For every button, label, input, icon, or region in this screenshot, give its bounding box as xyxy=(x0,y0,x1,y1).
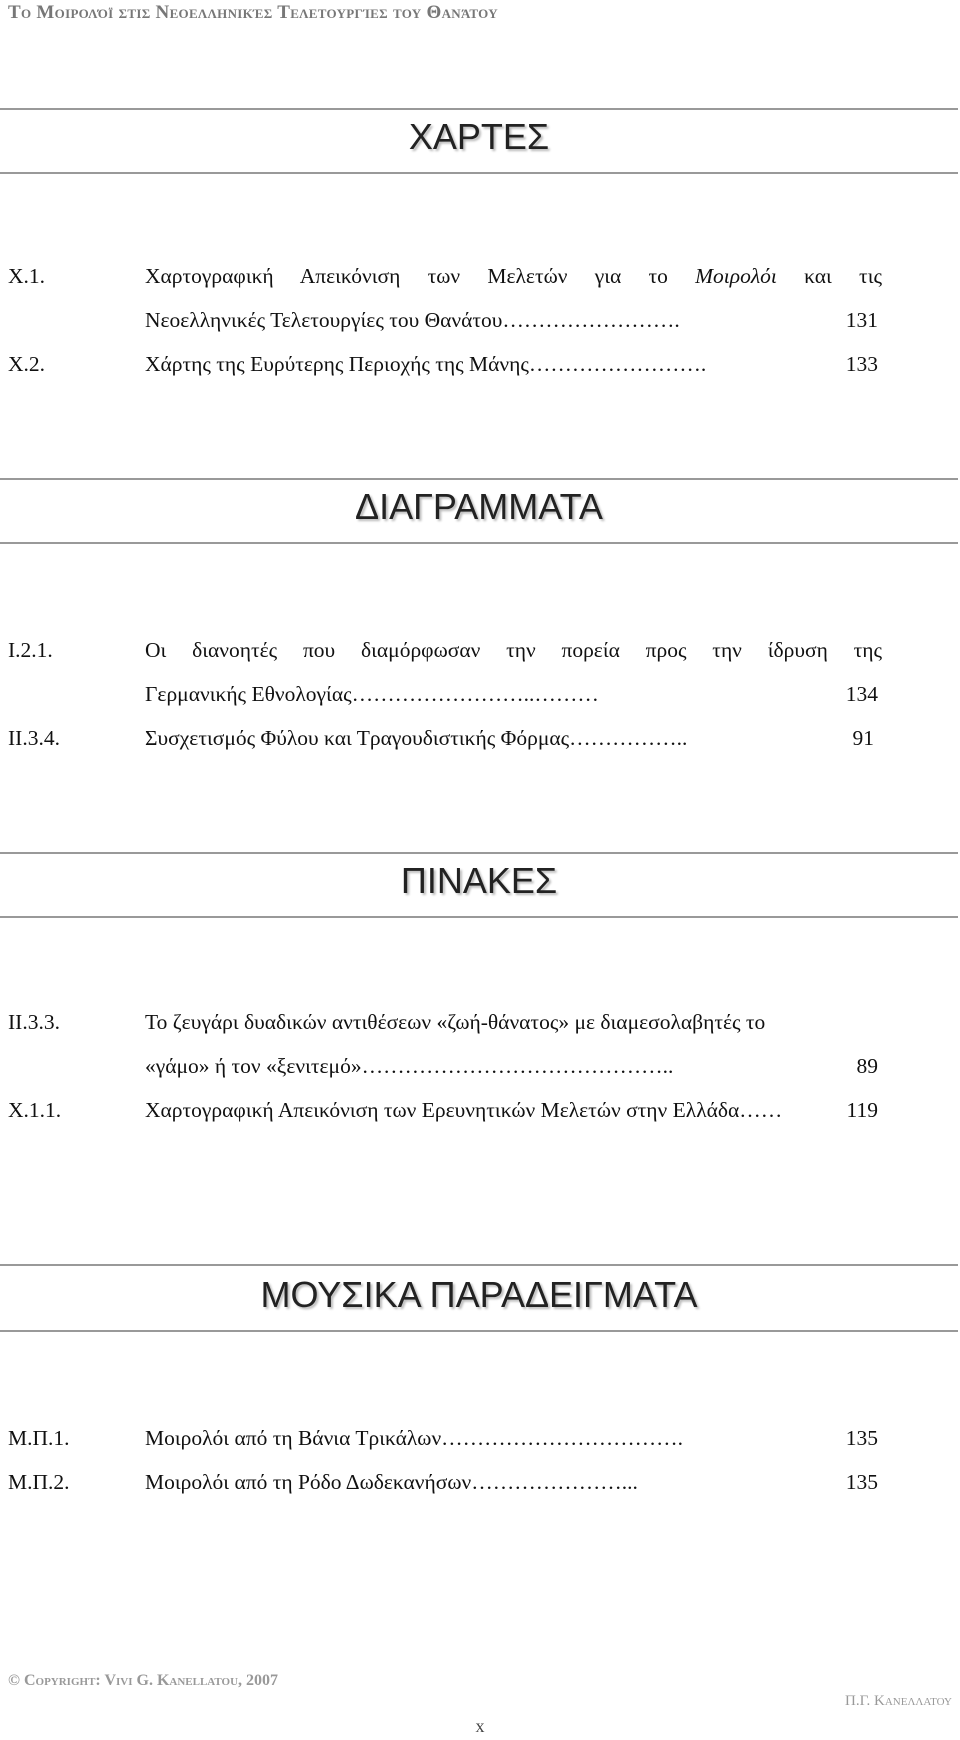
section-header-diagrams xyxy=(0,478,958,544)
entry-text xyxy=(145,266,882,288)
entry-code: Μ.Π.2. xyxy=(8,1470,70,1494)
page-number: x xyxy=(475,1716,485,1736)
entry-text: Μοιρολόι από τη Ρόδο Δωδεκανήσων…………………... xyxy=(145,1470,638,1494)
toc-entry[interactable] xyxy=(8,1472,878,1497)
entry-text: Μοιρολόι από τη Βάνια Τρικάλων……………………………. xyxy=(145,1426,684,1450)
entry-page-number: 133 xyxy=(845,352,878,376)
entry-text-italic: Μοιρολόι xyxy=(695,264,777,288)
section-title-music: ΜΟΥΣΙΚΑ ΠΑΡΑΔΕΙΓΜΑΤΑ xyxy=(260,1274,698,1315)
entry-text: Το ζευγάρι δυαδικών αντιθέσεων «ζωή-θάνατος» με διαμεσολαβητές το xyxy=(145,1010,766,1034)
entry-page-number: 131 xyxy=(845,308,878,332)
entry-text: Συσχετισμός Φύλου και Τραγουδιστικής Φόρμας…………….. xyxy=(145,726,688,750)
toc-entry[interactable] xyxy=(8,264,882,332)
toc-entry[interactable] xyxy=(8,1010,878,1078)
entry-text-line2: Νεοελληνικές Τελετουργίες του Θανάτου……………………. xyxy=(145,308,680,332)
author-initials: Π.Γ. Κανελλατου xyxy=(845,1693,952,1709)
toc-entry[interactable] xyxy=(8,354,878,379)
entry-page-number: 135 xyxy=(845,1470,878,1494)
toc-entry[interactable] xyxy=(8,638,882,706)
entry-page-number: 91 xyxy=(852,726,874,750)
toc-entry[interactable] xyxy=(8,1100,878,1125)
entry-text-part: και τις xyxy=(776,264,882,288)
entry-text-line2: Γερμανικής Εθνολογίας……………………..……… xyxy=(145,682,599,706)
entry-code: ΙΙ.3.3. xyxy=(8,1010,60,1034)
entry-code: Χ.1.1. xyxy=(8,1098,62,1122)
entry-page-number: 134 xyxy=(845,682,878,706)
entry-code: Μ.Π.1. xyxy=(8,1426,70,1450)
entry-code: Χ.2. xyxy=(8,352,46,376)
entry-page-number: 89 xyxy=(856,1054,878,1078)
section-header-maps xyxy=(0,108,958,174)
entry-text: Οι διανοητές που διαμόρφωσαν την πορεία προς την ίδρυση της xyxy=(145,638,882,662)
toc-entry[interactable] xyxy=(8,1428,878,1453)
entry-code: Χ.1. xyxy=(8,264,46,288)
copyright-notice: © Copyright: Vivi G. Kanellatou, 2007 xyxy=(8,1672,279,1689)
entry-code: ΙΙ.3.4. xyxy=(8,726,60,750)
toc-entry[interactable] xyxy=(8,728,874,753)
running-header: Το Μοιρολόϊ στις Νεοελληνικές Τελετουργίες του Θανάτου xyxy=(8,2,498,23)
entry-text-line2: «γάμο» ή τον «ξενιτεμό»…………………………………….. xyxy=(145,1054,674,1078)
section-header-tables xyxy=(0,852,958,918)
entry-text: Χάρτης της Ευρύτερης Περιοχής της Μάνης……………………. xyxy=(145,352,707,376)
entry-page-number: 135 xyxy=(845,1426,878,1450)
entry-text: Χαρτογραφική Απεικόνιση των Ερευνητικών Μελετών στην Ελλάδα…… xyxy=(145,1098,783,1122)
entry-text-part: Χαρτογραφική Απεικόνιση των Μελετών για το xyxy=(145,264,696,288)
entry-code: Ι.2.1. xyxy=(8,638,53,662)
section-title-diagrams: ΔΙΑΓΡΑΜΜΑΤΑ xyxy=(355,486,603,527)
entry-page-number: 119 xyxy=(846,1098,878,1122)
section-header-music xyxy=(0,1264,958,1332)
section-title-maps: ΧΑΡΤΕΣ xyxy=(408,116,550,157)
section-title-tables: ΠΙΝΑΚΕΣ xyxy=(400,860,558,901)
